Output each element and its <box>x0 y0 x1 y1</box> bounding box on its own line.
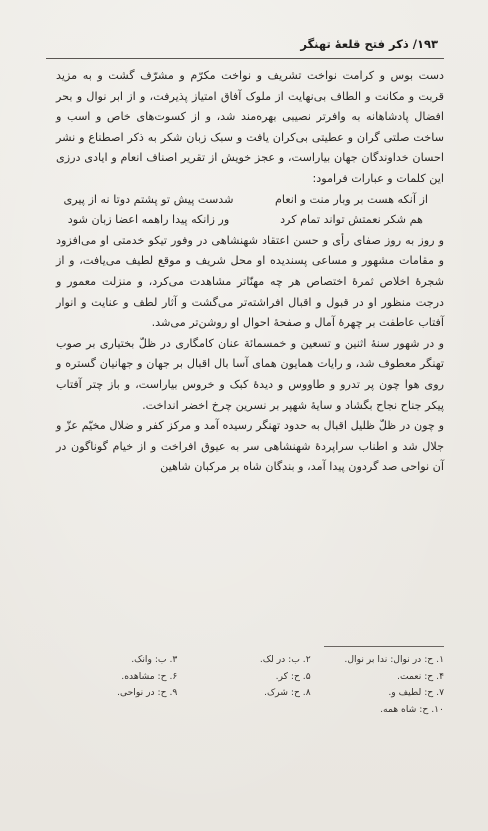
footnote-4: ۴. ح: نعمت. <box>397 670 444 682</box>
footnote-2: ۲. ب: در لک. <box>259 654 311 665</box>
header-rule <box>46 58 444 59</box>
footnote-6: ۶. ح: مشاهده. <box>121 670 178 682</box>
footnotes-divider <box>324 646 444 647</box>
verse-line-1-left: از آنکه هست بر وبار منت و انعام <box>275 192 428 206</box>
footnote-10: ۱۰. ح: شاه همه. <box>380 703 444 715</box>
verse-line-1-right: شدست پیش تو پشتم دوتا نه از پیری <box>63 192 234 206</box>
paragraph-4: و چون در ظلّ ظلیل اقبال به حدود تهنگر رسیده آمد و مرکز کفر و ضلال مخیّم عزّ و جلال شد و اطناب سراپردهٔ شهنشاهی سر به عیوق افراخت و از خیام گوناگون در آن نواحی صد گردون پیدا آمد، و بندگان شاه بر مرکبان شاهین <box>56 419 444 474</box>
running-header <box>50 34 438 56</box>
verse-block <box>56 190 444 231</box>
verse-line-2-right: ور زانکه پیدا راهمه اعضا زبان شود <box>67 213 230 227</box>
footnote-5: ۵. ح: کر. <box>275 670 311 682</box>
main-text <box>56 66 444 478</box>
footnote-1: ۱. ح: در نوال: ندا بر نوال. <box>344 654 444 665</box>
paragraph-1: دست بوس و کرامت نواخت تشریف و نواخت مکرّم و مشرّف گشت و به مزید قربت و مکانت و الطاف بی‌نهایت از ملوک آفاق امتیاز پذیرفت، و از ابر نوال و بحر افضال پادشاهانه به وافرتر نصیبی بهره‌مند شد، و از کسوت‌های خاص و اسب و ساخت صلتی گران و عطیتی بی‌کران یافت و سبک زبان شکر به ذکر اصطناع و نشر احسان خداوندگان جهان بیاراست، و عجز خویش از تقریر اصناف انعام و ایادی درزی این کلمات و عبارات فرامود: <box>56 69 444 185</box>
paragraph-3: و در شهور سنهٔ اثنین و تسعین و خمسمائة عنان کامگاری در ظلّ بختیاری بر صوب تهنگر معطوف شد، و رایات همایون همای آسا بال اقبال بر جهان و جهانیان گستره و روی هوا چون پر تدرو و طاووس و دیدهٔ کبک و خروس بیاراست، و باز چتر آفتاب پیکر جناح نجاح بگشاد و سایهٔ شهپر بر نسرین چرخ اخضر انداخت. <box>56 336 444 412</box>
footnote-8: ۸. ح: شرک. <box>264 687 311 699</box>
footnotes <box>58 652 444 718</box>
footnote-7: ۷. ح: لطیف و. <box>388 687 444 699</box>
footnote-3: ۳. ب: وانک. <box>131 654 178 665</box>
paragraph-2: و روز به روز صفای رأی و حسن اعتقاد شهنشاهی در وفور تیکو خدمتی او می‌افزود و مقامات مشهور و مساعی پسندیده او محل شریف و موقع لطیف می‌یافت، و از شجرهٔ اخلاص ثمرهٔ اختصاص هر چه مهنّاتر مشاهدت می‌کرد، و منزلت معمور و درجت منظور او در قبول و اقبال افراشته‌تر می‌گشت و آثار لطف و عنایت و انوار آفتاب عاطفت بر چهرهٔ آمال و صفحهٔ احوال او روشن‌تر می‌شد. <box>56 233 444 330</box>
verse-line-2-left: هم شکر نعمتش تواند تمام کرد <box>280 213 423 227</box>
footnotes-grid <box>58 652 444 718</box>
footnote-9: ۹. ح: در نواحی. <box>117 687 178 699</box>
header-title: ۱۹۳/ ذکر فتح قلعهٔ تهنگر <box>300 37 438 51</box>
